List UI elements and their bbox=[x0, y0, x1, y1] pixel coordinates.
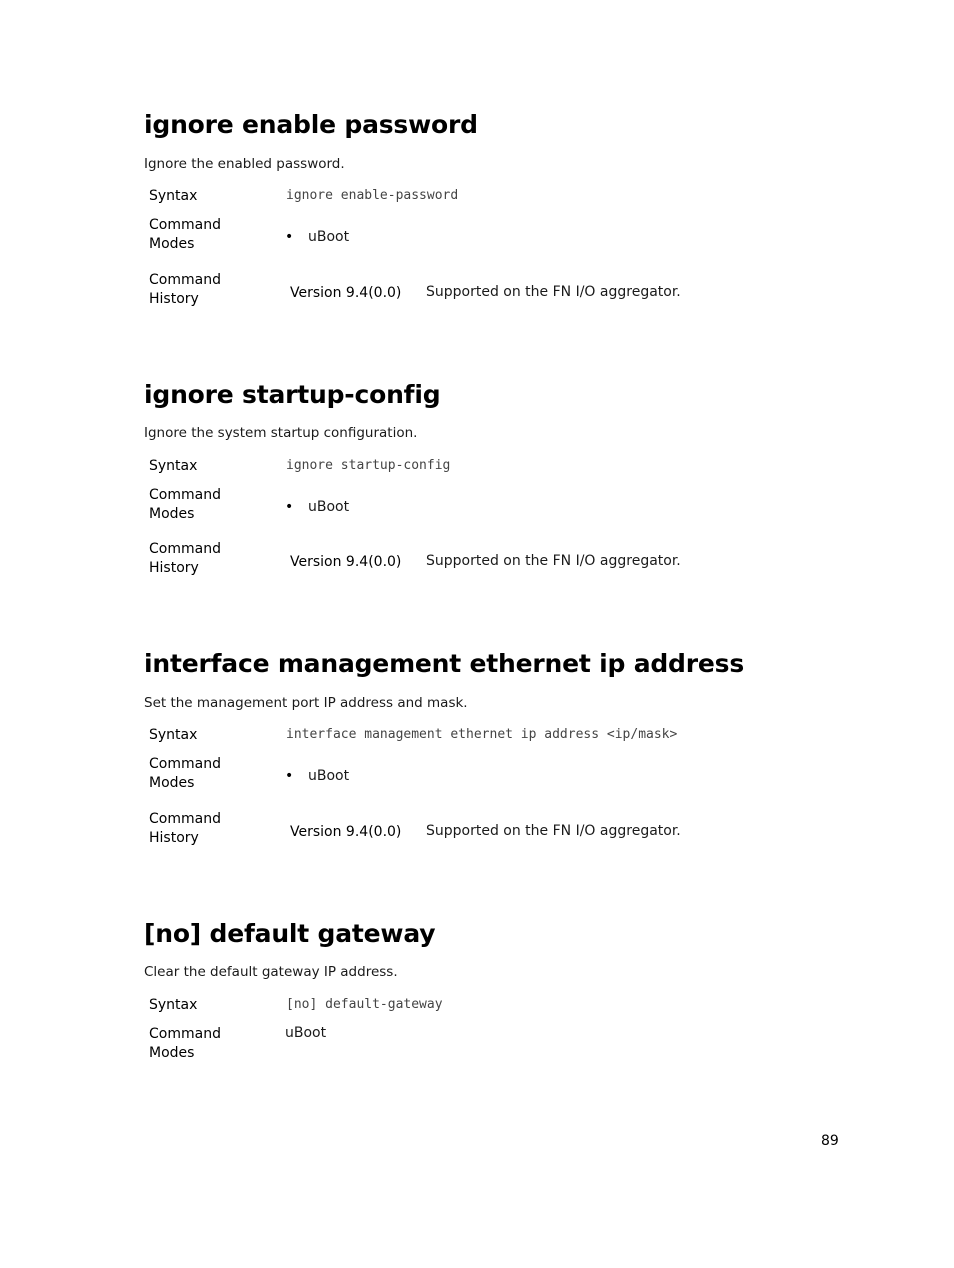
section-description: Clear the default gateway IP address. bbox=[144, 964, 398, 980]
section-title: ignore startup-config bbox=[144, 380, 441, 409]
bullet-icon: • bbox=[285, 768, 294, 784]
command-history-label: Command History bbox=[149, 272, 221, 307]
syntax-label: Syntax bbox=[149, 997, 198, 1013]
section-description: Ignore the system startup configuration. bbox=[144, 425, 418, 441]
syntax-label: Syntax bbox=[149, 458, 198, 474]
bullet-icon: • bbox=[285, 499, 294, 515]
syntax-command: ignore startup-config bbox=[286, 458, 451, 473]
bullet-icon: • bbox=[285, 229, 294, 245]
syntax-command: interface management ethernet ip address <ip/mask> bbox=[286, 727, 678, 742]
section-title: interface management ethernet ip address bbox=[144, 649, 744, 678]
command-modes-label: Command Modes bbox=[149, 1026, 221, 1061]
syntax-command: ignore enable-password bbox=[286, 188, 459, 203]
section-description: Set the management port IP address and mask. bbox=[144, 695, 468, 711]
section-title: [no] default gateway bbox=[144, 919, 436, 948]
section-description: Ignore the enabled password. bbox=[144, 156, 345, 172]
command-modes-label: Command Modes bbox=[149, 487, 221, 522]
syntax-label: Syntax bbox=[149, 727, 198, 743]
syntax-label: Syntax bbox=[149, 188, 198, 204]
command-mode-value: uBoot bbox=[308, 499, 350, 515]
section-title: ignore enable password bbox=[144, 110, 478, 139]
history-version: Version 9.4(0.0) bbox=[290, 554, 402, 570]
command-modes-label: Command Modes bbox=[149, 756, 221, 791]
history-description: Supported on the FN I/O aggregator. bbox=[426, 553, 681, 569]
syntax-command: [no] default-gateway bbox=[286, 997, 443, 1012]
command-modes-label: Command Modes bbox=[149, 217, 221, 252]
command-mode-value: uBoot bbox=[285, 1025, 327, 1041]
page-number: 89 bbox=[821, 1133, 839, 1149]
history-version: Version 9.4(0.0) bbox=[290, 285, 402, 301]
command-mode-value: uBoot bbox=[308, 768, 350, 784]
history-description: Supported on the FN I/O aggregator. bbox=[426, 823, 681, 839]
history-description: Supported on the FN I/O aggregator. bbox=[426, 284, 681, 300]
command-mode-value: uBoot bbox=[308, 229, 350, 245]
command-history-label: Command History bbox=[149, 811, 221, 846]
command-history-label: Command History bbox=[149, 541, 221, 576]
history-version: Version 9.4(0.0) bbox=[290, 824, 402, 840]
